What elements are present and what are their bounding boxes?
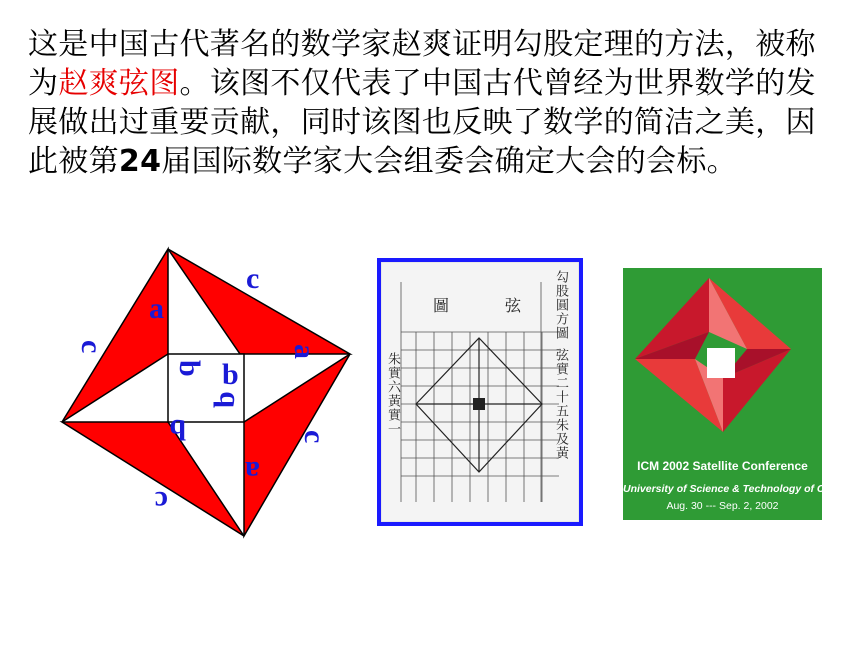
triangle-bottom bbox=[62, 422, 244, 536]
paragraph-text-1: 这是中国古代著名的数学家赵爽证明勾股定理的方法，被称为 bbox=[28, 27, 816, 101]
chord-diagram bbox=[58, 240, 358, 540]
label-b-inner-right: b bbox=[222, 358, 239, 391]
outer-square-triangles bbox=[62, 249, 350, 536]
label-b-inner-left: b bbox=[169, 413, 186, 446]
logo-dates: Aug. 30 --- Sep. 2, 2002 bbox=[666, 500, 779, 512]
triangle-left bbox=[62, 249, 168, 422]
congress-number: 24 bbox=[118, 144, 162, 179]
label-a-upper: a bbox=[149, 292, 164, 325]
label-a-lower: a bbox=[245, 455, 260, 488]
logo-emblem bbox=[623, 268, 822, 458]
ancient-left-note: 朱實六黃實一 bbox=[385, 352, 400, 436]
logo-title: ICM 2002 Satellite Conference bbox=[637, 459, 808, 473]
ancient-right-note: 弦實二十五朱及黃 bbox=[553, 348, 568, 460]
ancient-grid bbox=[381, 262, 579, 522]
paragraph-text-2: 。该图不仅代表了中国古代曾经为世界数学的发展做出过重要贡献，同时该图也反映了数学的简洁之美，因此被第 bbox=[28, 66, 816, 179]
ancient-right-column: 勾股圓方圖 bbox=[553, 270, 568, 340]
triangle-right bbox=[244, 354, 350, 536]
ancient-title-right: 弦 bbox=[505, 296, 522, 315]
label-c-top: c bbox=[246, 262, 260, 295]
label-c-right: c bbox=[298, 430, 331, 444]
highlighted-term: 赵爽弦图 bbox=[58, 66, 180, 101]
label-b-inner-bottom: b bbox=[208, 391, 241, 408]
label-c-bottom: c bbox=[154, 485, 168, 518]
label-c-left: c bbox=[75, 340, 108, 354]
ancient-title-left: 圖 bbox=[433, 296, 450, 315]
label-a-right: a bbox=[288, 344, 321, 359]
ancient-chord-diagram bbox=[377, 258, 583, 526]
paragraph-text-3: 届国际数学家大会组委会确定大会的会标。 bbox=[161, 144, 737, 179]
icm-2002-logo bbox=[623, 268, 847, 520]
label-b-inner-top: b bbox=[173, 360, 206, 377]
intro-paragraph bbox=[28, 25, 840, 181]
logo-university: University of Science & Technology of China bbox=[623, 483, 847, 495]
